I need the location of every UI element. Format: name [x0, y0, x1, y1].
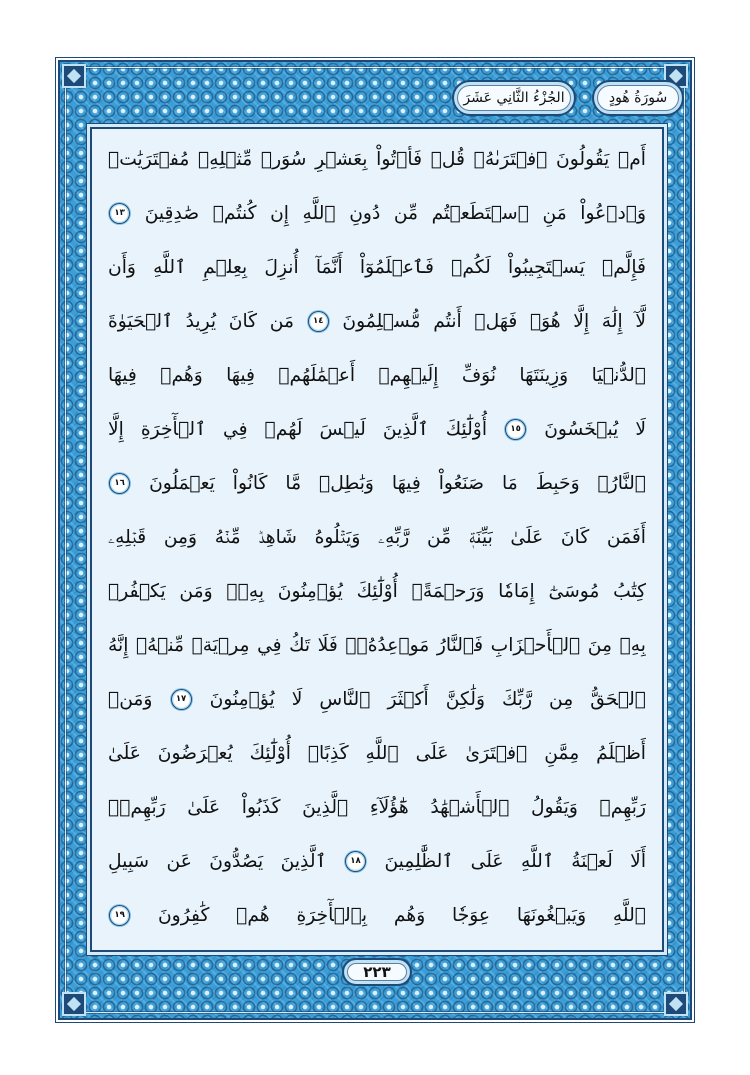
verse-text: ٱلَّذِينَ يَصُدُّونَ عَن سَبِيلِ — [108, 851, 327, 872]
ayah-marker — [171, 689, 192, 710]
ayah-number: ١٦ — [114, 478, 125, 489]
verse-text: ٱلنَّارُۖ وَحَبِطَ مَا صَنَعُواْ فِيهَا وَبَٰطِلٞ مَّا كَانُواْ يَعۡمَلُونَ — [149, 473, 646, 494]
surah-cartouche — [592, 80, 684, 116]
text-line — [108, 133, 646, 187]
verse-text: بِهِۦ مِنَ ٱلۡأَحۡزَابِ فَٱلنَّارُ مَوۡعِدُهُۥۚ فَلَا تَكُ فِي مِرۡيَةٖ مِّنۡهُۚ إِنَّهُ — [108, 635, 646, 656]
corner-ornament — [664, 992, 688, 1016]
verse-lines — [108, 133, 646, 943]
verse-text: ٱلدُّنۡيَا وَزِينَتَهَا نُوَفِّ إِلَيۡهِمۡ أَعۡمَٰلَهُمۡ فِيهَا وَهُمۡ فِيهَا — [108, 365, 646, 386]
verse-text: لَا يُبۡخَسُونَ — [544, 419, 646, 440]
text-line — [108, 403, 646, 457]
corner-ornament — [62, 64, 86, 88]
text-panel — [90, 127, 664, 952]
verse-text: أَفَمَن كَانَ عَلَىٰ بَيِّنَةٖ مِّن رَّبِّهِۦ وَيَتۡلُوهُ شَاهِدٞ مِّنۡهُ وَمِن قَبۡلِهِۦ — [108, 527, 646, 548]
ayah-marker — [505, 419, 526, 440]
verse-text: ٱللَّهِ وَيَبۡغُونَهَا عِوَجٗا وَهُم بِٱلۡأٓخِرَةِ هُمۡ كَٰفِرُونَ — [157, 905, 646, 926]
text-line — [108, 241, 646, 295]
verse-text: أَظۡلَمُ مِمَّنِ ٱفۡتَرَىٰ عَلَى ٱللَّهِ كَذِبًاۚ أُوْلَٰٓئِكَ يُعۡرَضُونَ عَلَىٰ — [108, 743, 646, 764]
ayah-marker — [109, 473, 130, 494]
ayah-number: ١٨ — [350, 856, 361, 867]
verse-text: أَمۡ يَقُولُونَ ٱفۡتَرَىٰهُۖ قُلۡ فَأۡتُواْ بِعَشۡرِ سُوَرٖ مِّثۡلِهِۦ مُفۡتَرَيَٰتٖ — [108, 149, 646, 170]
ayah-marker — [109, 203, 130, 224]
text-line — [108, 565, 646, 619]
text-line — [108, 457, 646, 511]
ayah-marker — [345, 851, 366, 872]
ayah-marker — [308, 311, 329, 332]
verse-text: وَٱدۡعُواْ مَنِ ٱسۡتَطَعۡتُم مِّن دُونِ ٱللَّهِ إِن كُنتُمۡ صَٰدِقِينَ — [144, 203, 646, 224]
verse-text: كِتَٰبُ مُوسَىٰٓ إِمَامٗا وَرَحۡمَةًۚ أُوْلَٰٓئِكَ يُؤۡمِنُونَ بِهِۦۚ وَمَن يَكۡفُرۡ — [108, 581, 646, 602]
page-number: ٢٢٣ — [363, 963, 391, 981]
text-line — [108, 349, 646, 403]
verse-text: أَلَا لَعۡنَةُ ٱللَّهِ عَلَى ٱلظَّٰلِمِينَ — [384, 851, 646, 872]
verse-text: لَّآ إِلَٰهَ إِلَّا هُوَۖ فَهَلۡ أَنتُم مُّسۡلِمُونَ — [342, 311, 646, 332]
text-line — [108, 511, 646, 565]
corner-ornament — [62, 992, 86, 1016]
ayah-number: ١٩ — [114, 910, 125, 921]
text-line — [108, 673, 646, 727]
ayah-number: ١٣ — [114, 208, 125, 219]
text-line — [108, 295, 646, 349]
verse-text: ٱلۡحَقُّ مِن رَّبِّكَ وَلَٰكِنَّ أَكۡثَرَ ٱلنَّاسِ لَا يُؤۡمِنُونَ — [209, 689, 646, 710]
ornamental-border — [58, 60, 692, 1020]
ayah-number: ١٧ — [175, 694, 187, 705]
juz-label: الجُزْءُ الثَّانِي عَشَرَ — [463, 90, 565, 106]
text-line — [108, 781, 646, 835]
text-line — [108, 187, 646, 241]
verse-text: فَإِلَّمۡ يَسۡتَجِيبُواْ لَكُمۡ فَٱعۡلَمُوٓاْ أَنَّمَآ أُنزِلَ بِعِلۡمِ ٱللَّهِ وَأَن — [108, 257, 646, 278]
text-line — [108, 835, 646, 889]
surah-name: سُورَةُ هُودٍ — [608, 90, 668, 106]
verse-text: أُوْلَٰٓئِكَ ٱلَّذِينَ لَيۡسَ لَهُمۡ فِي ٱلۡأٓخِرَةِ إِلَّا — [108, 419, 488, 440]
verse-text: وَمَنۡ — [108, 689, 153, 710]
juz-cartouche — [452, 80, 576, 116]
page-number-cartouche — [342, 958, 412, 986]
ayah-number: ١٤ — [312, 316, 324, 327]
text-line — [108, 889, 646, 943]
text-line — [108, 619, 646, 673]
verse-text: مَن كَانَ يُرِيدُ ٱلۡحَيَوٰةَ — [108, 311, 294, 332]
ayah-marker — [109, 905, 130, 926]
ayah-number: ١٥ — [510, 424, 521, 435]
text-line — [108, 727, 646, 781]
verse-text: رَبِّهِمۡ وَيَقُولُ ٱلۡأَشۡهَٰدُ هَٰٓؤُلَآءِ ٱلَّذِينَ كَذَبُواْ عَلَىٰ رَبِّهِمۡۚ — [108, 797, 646, 818]
